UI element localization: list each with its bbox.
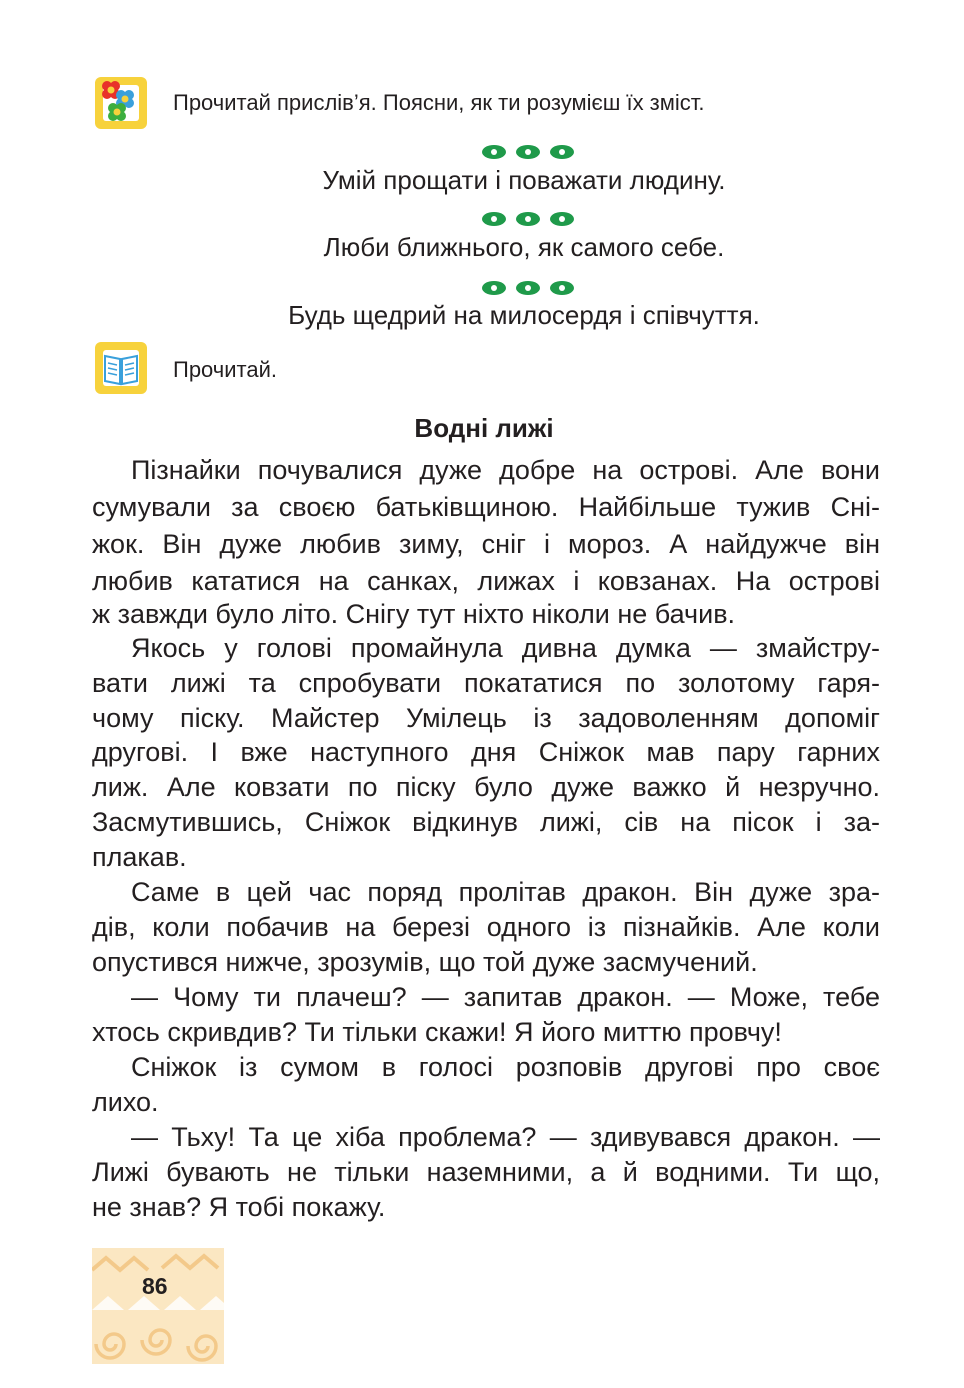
story-line: Сніжок із сумом в голосі розповів другові про своє [131,1052,880,1082]
proverbs-instruction: Прочитай прислів’я. Поясни, як ти розумієш їх зміст. [173,90,705,115]
story-line: лиж. Але ковзати по піску було дуже важко й незручно. [92,772,880,802]
story-title: Водні лижі [414,413,554,443]
story-line: Якось у голові промайнула дивна думка — змайстру- [131,633,880,663]
proverb-line: Умій прощати і поважати людину. [322,165,726,195]
story-line: хтось скривдив? Ти тільки скажи! Я його миттю провчу! [92,1017,782,1047]
story-line: опустився нижче, зрозумів, що той дуже засмучений. [92,947,758,977]
proverb-line: Люби ближнього, як самого себе. [323,232,725,262]
open-book-icon [95,342,147,394]
reading-instruction: Прочитай. [173,357,278,382]
story-line: дів, коли побачив на березі одного із пізнайків. Але коли [92,912,880,942]
story-line: другові. І вже наступного дня Сніжок мав пару гарних [92,737,880,767]
story-line: плакав. [92,842,187,872]
page-corner-ornament [92,1248,224,1364]
story-line: чому піску. Майстер Умілець із задоволенням допоміг [92,703,880,733]
page-number: 86 [142,1273,168,1299]
story-line: ж завжди було літо. Снігу тут ніхто ніколи не бачив. [92,599,736,629]
story-line: сумували за своєю батьківщиною. Найбільше тужив Сні- [92,492,880,522]
ornament-divider [480,279,580,297]
story-line: любив кататися на санках, лижах і ковзанах. На острові [92,566,880,596]
story-line: Пізнайки почувалися дуже добре на острові. Але вони [131,455,880,485]
story-line: жок. Він дуже любив зиму, сніг і мороз. А найдужче він [92,529,880,559]
ornament-divider [480,143,580,161]
story-line: — Чому ти плачеш? — запитав дракон. — Може, тебе [131,982,880,1012]
story-line: — Тьху! Та це хіба проблема? — здивувався дракон. — [131,1122,880,1152]
story-line: вати лижі та спробувати покататися по золотому гаря- [92,668,880,698]
story-line: Засмутившись, Сніжок відкинув лижі, сів на пісок і за- [92,807,880,837]
story-line: лихо. [92,1087,159,1117]
story-line: Саме в цей час поряд пролітав дракон. Він дуже зра- [131,877,880,907]
ornament-divider [480,210,580,228]
proverb-line: Будь щедрий на милосердя і співчуття. [288,300,760,330]
flowers-icon [95,77,147,129]
story-line: Лижі бувають не тільки наземними, а й водними. Ти що, [92,1157,880,1187]
story-line: не знав? Я тобі покажу. [92,1192,386,1222]
